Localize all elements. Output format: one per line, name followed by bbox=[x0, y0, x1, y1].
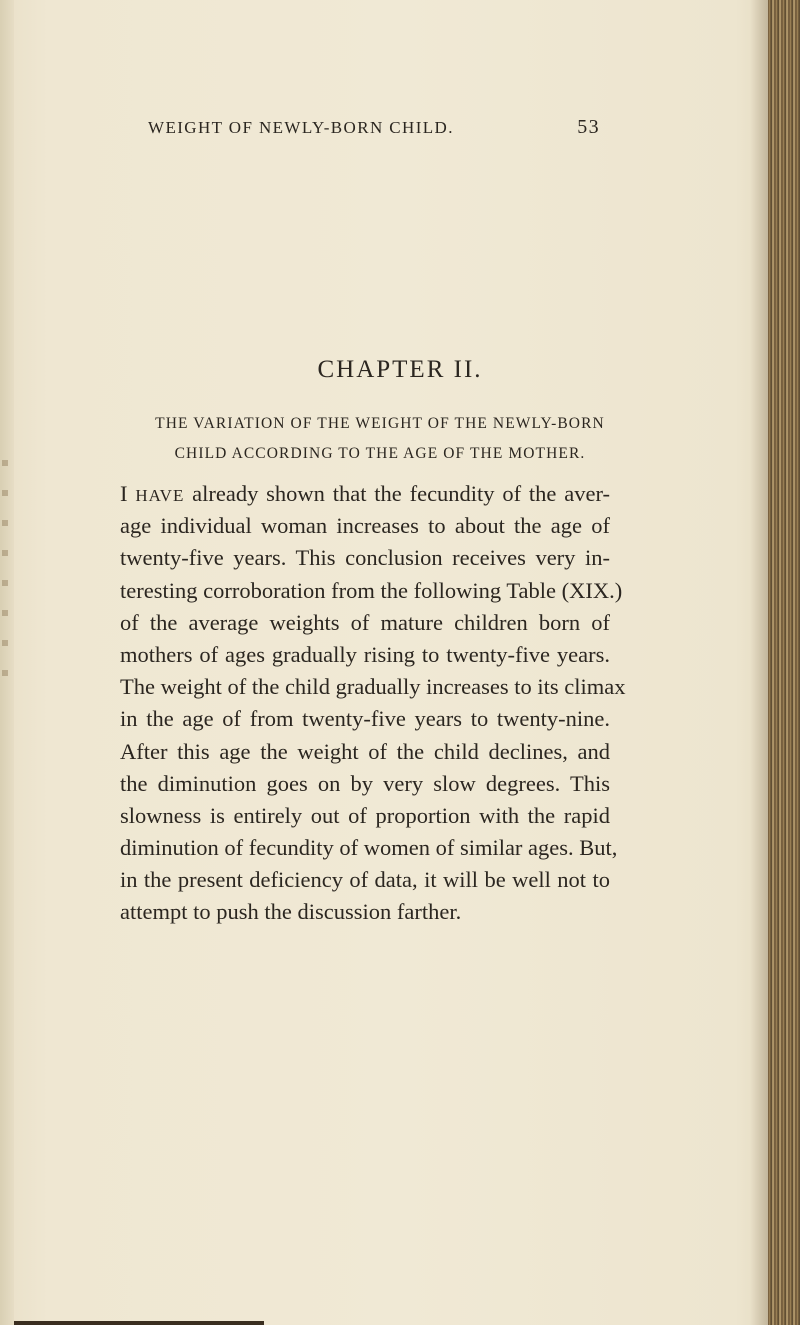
paragraph-line: diminution of fecundity of women of similar ages. But, bbox=[120, 835, 618, 861]
page-number: 53 bbox=[577, 116, 600, 138]
paragraph-line: in the present deficiency of data, it will be well not to bbox=[120, 867, 610, 893]
book-edge bbox=[768, 0, 800, 1325]
chapter-subtitle-line: THE VARIATION OF THE WEIGHT OF THE NEWLY-BORN bbox=[155, 415, 605, 432]
paragraph-line: mothers of ages gradually rising to twenty-five years. bbox=[120, 641, 610, 667]
running-head-title: WEIGHT OF NEWLY-BORN CHILD. bbox=[148, 118, 454, 137]
paragraph-line: age individual woman increases to about the age of bbox=[120, 513, 610, 539]
paragraph-line: slowness is entirely out of proportion with the rapid bbox=[120, 802, 610, 828]
paragraph-line: teresting corroboration from the following Table (XIX.) bbox=[120, 577, 623, 603]
paragraph-line-last: attempt to push the discussion farther. bbox=[120, 899, 462, 925]
first-line-rest: already shown that the fecundity of the aver- bbox=[184, 481, 610, 506]
paragraph-line: the diminution goes on by very slow degrees. This bbox=[120, 770, 610, 796]
paragraph-line-first bbox=[120, 478, 610, 510]
page-edge-shadow bbox=[750, 0, 768, 1325]
first-word: I bbox=[120, 481, 128, 506]
paragraph-line: After this age the weight of the child declines, and bbox=[120, 738, 610, 764]
chapter-title: CHAPTER II. bbox=[317, 356, 483, 383]
paragraph-line: twenty-five years. This conclusion receives very in- bbox=[120, 545, 610, 571]
gutter-marks bbox=[2, 460, 8, 700]
running-head bbox=[148, 118, 600, 148]
paragraph-line: in the age of from twenty-five years to twenty-nine. bbox=[120, 706, 610, 732]
chapter-subtitle bbox=[120, 409, 640, 469]
body-paragraph bbox=[120, 478, 626, 929]
paragraph-line: The weight of the child gradually increases to its climax bbox=[120, 674, 626, 700]
first-word-smallcaps: HAVE bbox=[135, 486, 185, 505]
chapter-subtitle-line: CHILD ACCORDING TO THE AGE OF THE MOTHER. bbox=[174, 445, 586, 462]
paragraph-line: of the average weights of mature children born of bbox=[120, 609, 610, 635]
bottom-edge bbox=[14, 1321, 264, 1325]
